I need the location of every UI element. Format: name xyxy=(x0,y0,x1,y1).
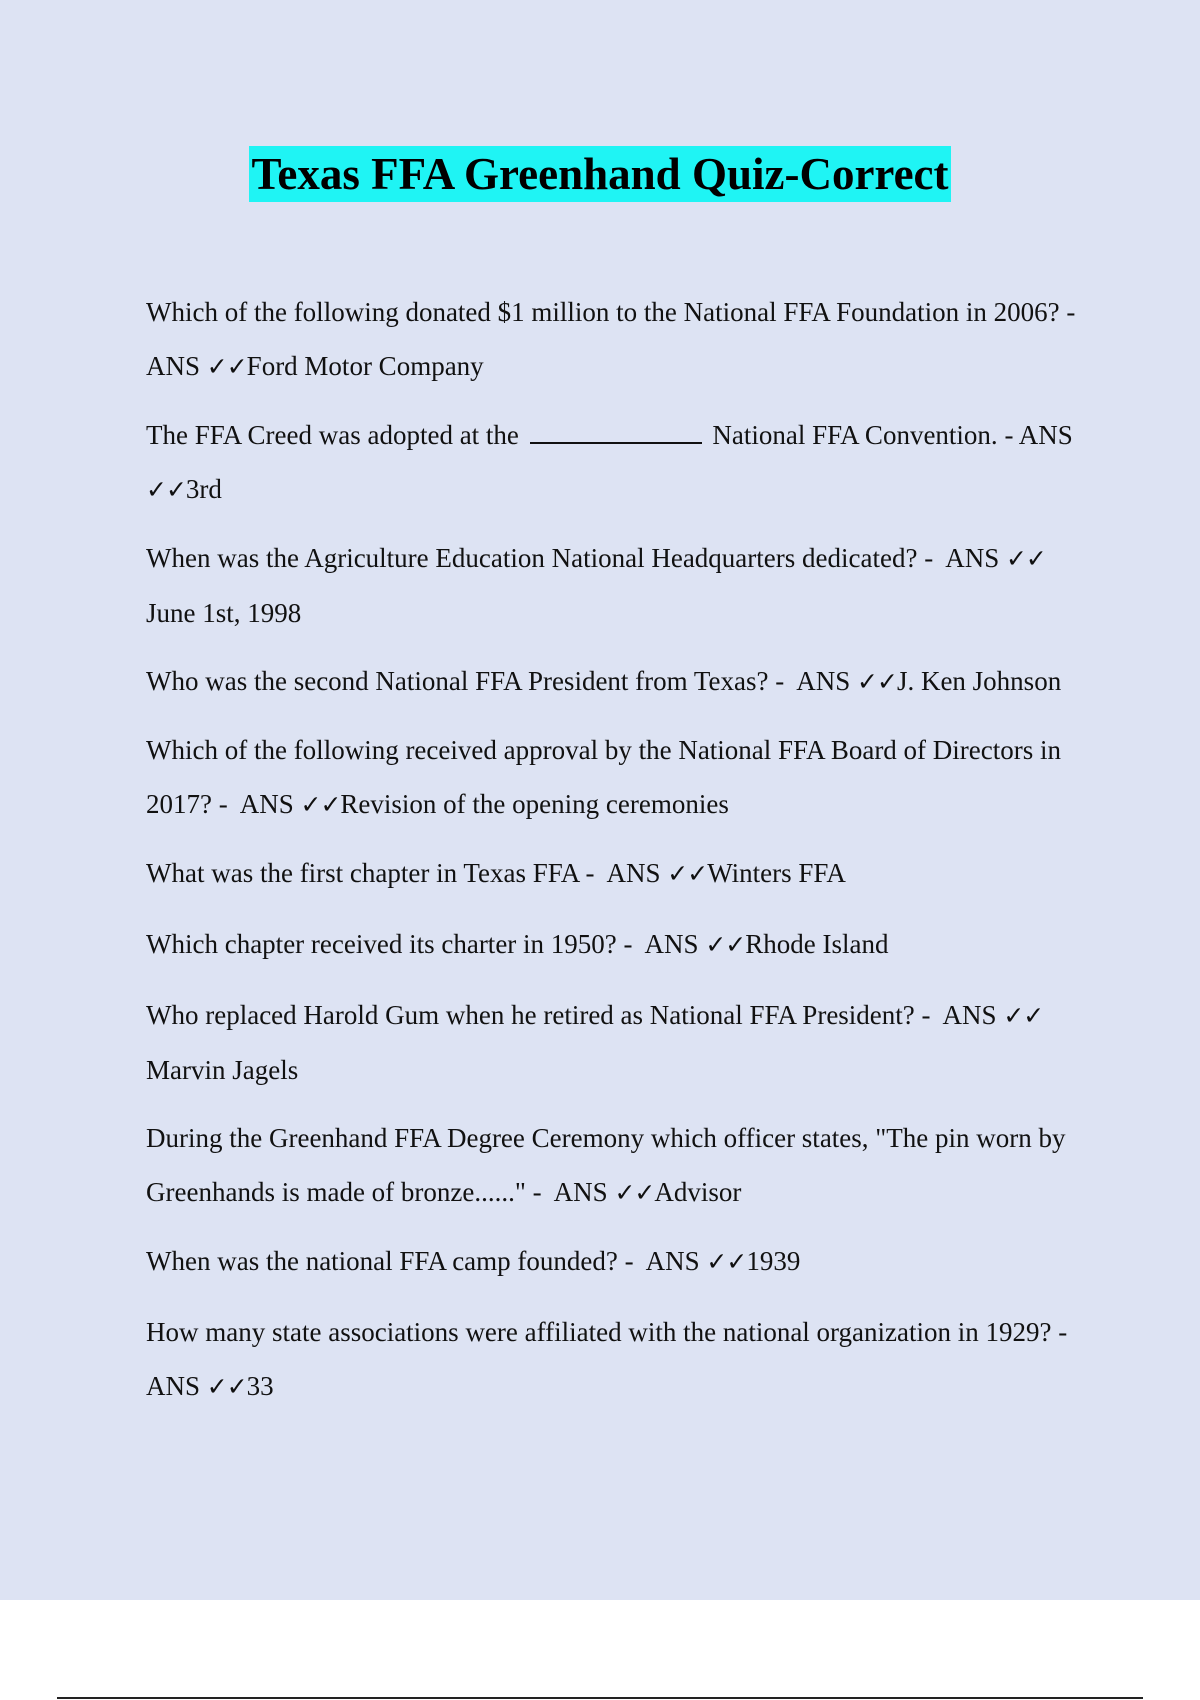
question-text: How many state associations were affiliated with the national organization in 1929? xyxy=(146,1317,1052,1347)
qa-item xyxy=(146,1305,1086,1414)
double-check-icon: ✓✓ xyxy=(705,930,746,959)
answer-text: Rhode Island xyxy=(745,929,889,959)
answer-label: ANS xyxy=(606,858,661,888)
answer-label: ANS xyxy=(1018,420,1073,450)
answer-label: ANS xyxy=(645,1246,700,1276)
answer-label: ANS xyxy=(146,351,201,381)
qa-item xyxy=(146,408,1086,517)
question-text: When was the national FFA camp founded? xyxy=(146,1246,618,1276)
qa-item xyxy=(146,1234,1086,1289)
double-check-icon: ✓✓ xyxy=(300,790,341,819)
qa-item xyxy=(146,723,1086,832)
question-text: The FFA Creed was adopted at the xyxy=(146,420,519,450)
double-check-icon: ✓✓ xyxy=(1005,544,1046,573)
double-check-icon: ✓✓ xyxy=(146,475,186,504)
question-text: When was the Agriculture Education National Headquarters dedicated? xyxy=(146,543,918,573)
title-container xyxy=(0,146,1200,202)
double-check-icon: ✓✓ xyxy=(706,1247,747,1276)
answer-label: ANS xyxy=(553,1177,608,1207)
question-text: Which of the following received approval by the National FFA Board of Directors in 2017? xyxy=(146,735,1062,819)
answer-text: Ford Motor Company xyxy=(246,351,484,381)
double-check-icon: ✓✓ xyxy=(206,1372,247,1401)
separator: - xyxy=(1059,297,1083,327)
double-check-icon: ✓✓ xyxy=(667,859,708,888)
document-title: Texas FFA Greenhand Quiz-Correct xyxy=(249,146,950,202)
answer-text: Marvin Jagels xyxy=(146,1055,299,1085)
answer-text: June 1st, 1998 xyxy=(146,598,302,628)
qa-item xyxy=(146,846,1086,901)
qa-item xyxy=(146,988,1086,1097)
double-check-icon: ✓✓ xyxy=(614,1178,655,1207)
separator: - xyxy=(211,789,235,819)
qa-item xyxy=(146,1111,1086,1220)
separator: - xyxy=(917,543,940,573)
answer-text: Advisor xyxy=(654,1177,742,1207)
answer-text: 1939 xyxy=(746,1246,801,1276)
question-text: Who replaced Harold Gum when he retired as National FFA President? xyxy=(146,1000,915,1030)
answer-label: ANS xyxy=(796,666,851,696)
answer-label: ANS xyxy=(942,1000,997,1030)
answer-label: ANS xyxy=(239,789,294,819)
double-check-icon: ✓✓ xyxy=(857,667,897,696)
double-check-icon: ✓✓ xyxy=(1003,1001,1044,1030)
question-text: Which of the following donated $1 million to the National FFA Foundation in 2006? xyxy=(146,297,1060,327)
answer-text: 3rd xyxy=(185,474,222,504)
qa-item xyxy=(146,285,1086,394)
answer-text: Revision of the opening ceremonies xyxy=(340,789,729,819)
answer-label: ANS xyxy=(945,543,1000,573)
separator: - xyxy=(1051,1317,1075,1347)
separator: - xyxy=(914,1000,938,1030)
footer-divider xyxy=(57,1697,1143,1699)
qa-item xyxy=(146,531,1086,640)
separator: - xyxy=(616,929,640,959)
separator: - xyxy=(525,1177,549,1207)
question-text: What was the first chapter in Texas FFA xyxy=(146,858,579,888)
separator: - xyxy=(578,858,602,888)
answer-label: ANS xyxy=(146,1371,201,1401)
answer-label: ANS xyxy=(644,929,699,959)
fill-in-blank-line xyxy=(530,442,702,444)
question-text: During the Greenhand FFA Degree Ceremony which officer states, "The pin worn by Greenhands is made of bronze......" xyxy=(146,1123,1066,1207)
question-text: Which chapter received its charter in 1950? xyxy=(146,929,617,959)
answer-text: Winters FFA xyxy=(707,858,846,888)
qa-item xyxy=(146,654,1086,709)
question-text: Who was the second National FFA President from Texas? xyxy=(146,666,769,696)
question-text-continued: National FFA Convention. xyxy=(712,420,998,450)
separator: - xyxy=(768,666,791,696)
separator: - xyxy=(997,420,1019,450)
answer-text: 33 xyxy=(246,1371,274,1401)
qa-list xyxy=(146,285,1086,1428)
answer-text: J. Ken Johnson xyxy=(896,666,1062,696)
qa-item xyxy=(146,917,1086,972)
separator: - xyxy=(617,1246,641,1276)
double-check-icon: ✓✓ xyxy=(206,352,247,381)
